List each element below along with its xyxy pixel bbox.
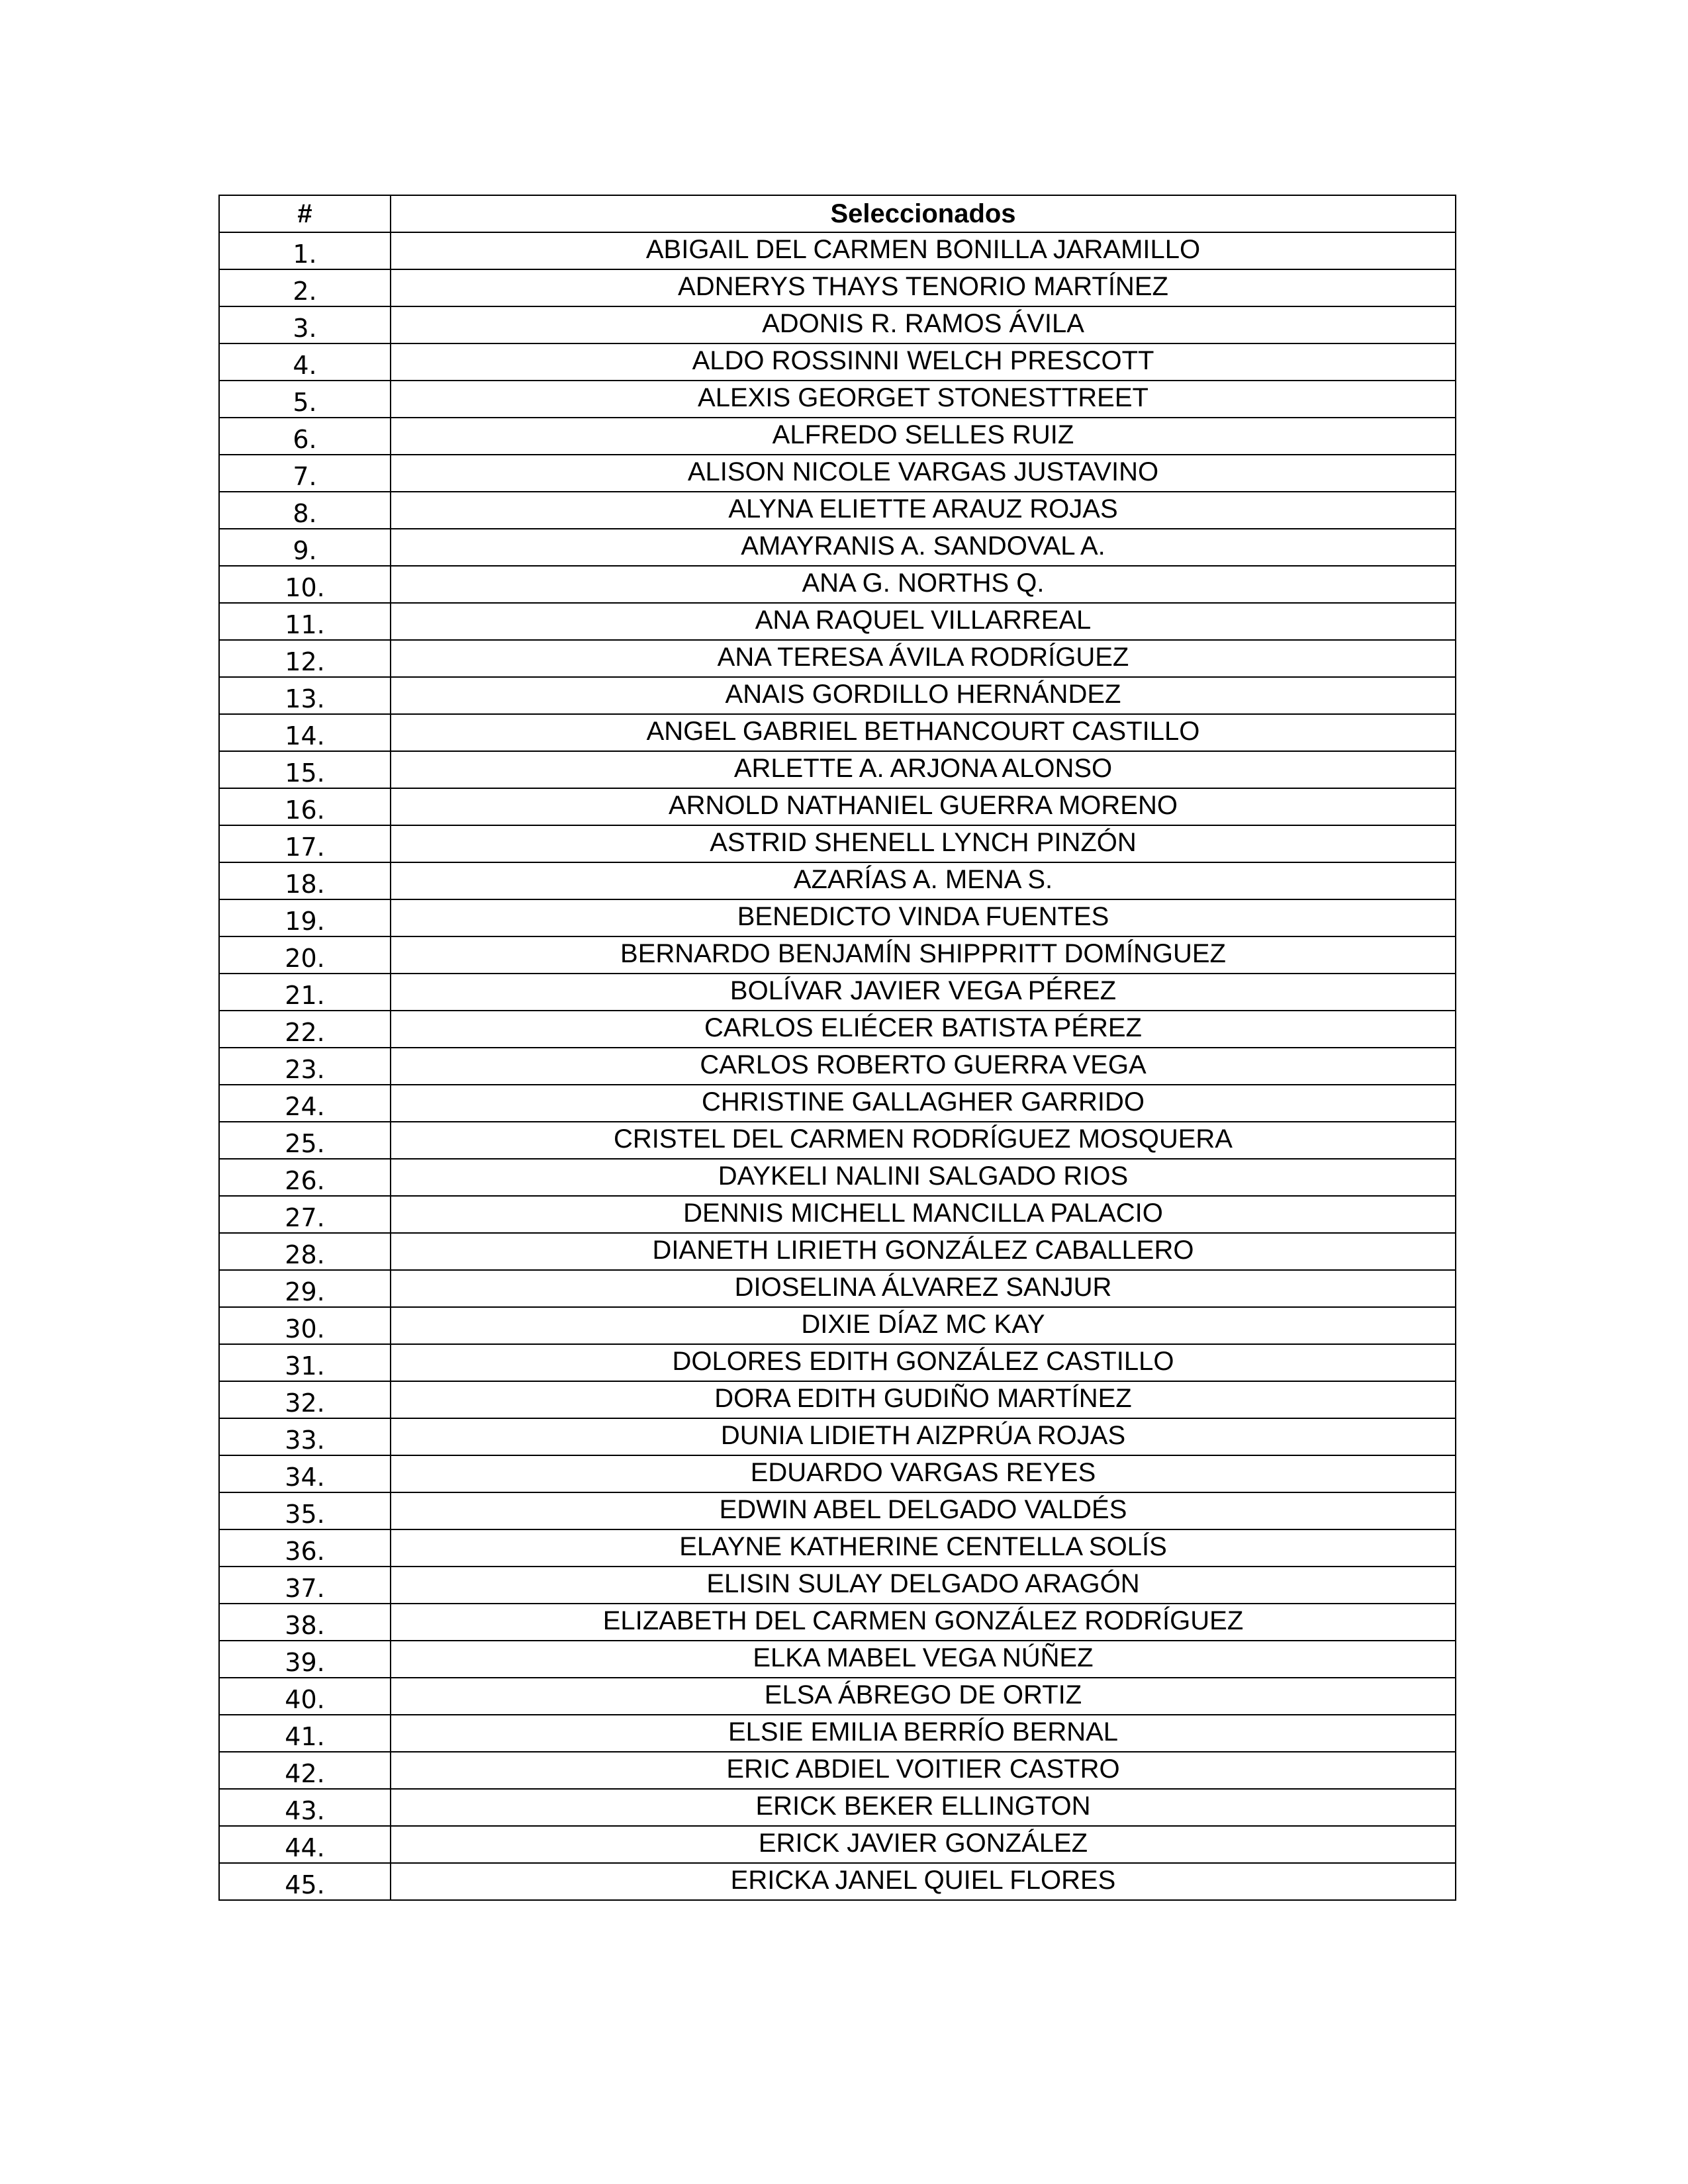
selected-person-name: DENNIS MICHELL MANCILLA PALACIO — [391, 1196, 1456, 1233]
selected-person-name: ERICK BEKER ELLINGTON — [391, 1789, 1456, 1826]
row-number: 28. — [219, 1233, 391, 1270]
selected-person-name: ERICKA JANEL QUIEL FLORES — [391, 1863, 1456, 1900]
row-number: 13. — [219, 677, 391, 714]
table-row — [219, 381, 1456, 418]
selected-person-name: BERNARDO BENJAMÍN SHIPPRITT DOMÍNGUEZ — [391, 936, 1456, 974]
row-number: 44. — [219, 1826, 391, 1863]
row-number: 18. — [219, 862, 391, 899]
row-number: 4. — [219, 343, 391, 381]
selected-person-name: ARNOLD NATHANIEL GUERRA MORENO — [391, 788, 1456, 825]
selected-person-name: DAYKELI NALINI SALGADO RIOS — [391, 1159, 1456, 1196]
selected-person-name: ANA RAQUEL VILLARREAL — [391, 603, 1456, 640]
row-number: 27. — [219, 1196, 391, 1233]
row-number: 35. — [219, 1492, 391, 1529]
selected-person-name: ANGEL GABRIEL BETHANCOURT CASTILLO — [391, 714, 1456, 751]
selected-person-name: ADONIS R. RAMOS ÁVILA — [391, 306, 1456, 343]
table-row — [219, 1122, 1456, 1159]
row-number: 30. — [219, 1307, 391, 1344]
table-row — [219, 1233, 1456, 1270]
table-row — [219, 936, 1456, 974]
selected-person-name: CARLOS ELIÉCER BATISTA PÉREZ — [391, 1011, 1456, 1048]
row-number: 39. — [219, 1641, 391, 1678]
selected-person-name: EDUARDO VARGAS REYES — [391, 1455, 1456, 1492]
selected-person-name: ELAYNE KATHERINE CENTELLA SOLÍS — [391, 1529, 1456, 1567]
table-row — [219, 974, 1456, 1011]
selected-person-name: ANA TERESA ÁVILA RODRÍGUEZ — [391, 640, 1456, 677]
table-row — [219, 1159, 1456, 1196]
row-number: 29. — [219, 1270, 391, 1307]
selected-person-name: ADNERYS THAYS TENORIO MARTÍNEZ — [391, 269, 1456, 306]
row-number: 6. — [219, 418, 391, 455]
row-number: 15. — [219, 751, 391, 788]
row-number: 20. — [219, 936, 391, 974]
table-row — [219, 1492, 1456, 1529]
row-number: 34. — [219, 1455, 391, 1492]
row-number: 19. — [219, 899, 391, 936]
selected-person-name: ASTRID SHENELL LYNCH PINZÓN — [391, 825, 1456, 862]
table-row — [219, 1604, 1456, 1641]
row-number: 42. — [219, 1752, 391, 1789]
table-body — [219, 232, 1456, 1900]
table-header — [219, 195, 1456, 232]
selected-person-name: ABIGAIL DEL CARMEN BONILLA JARAMILLO — [391, 232, 1456, 269]
selected-person-name: ELKA MABEL VEGA NÚÑEZ — [391, 1641, 1456, 1678]
selected-person-name: ELISIN SULAY DELGADO ARAGÓN — [391, 1567, 1456, 1604]
row-number: 43. — [219, 1789, 391, 1826]
selected-person-name: AZARÍAS A. MENA S. — [391, 862, 1456, 899]
table-row — [219, 1529, 1456, 1567]
table-row — [219, 714, 1456, 751]
selected-person-name: DIOSELINA ÁLVAREZ SANJUR — [391, 1270, 1456, 1307]
selected-person-name: DOLORES EDITH GONZÁLEZ CASTILLO — [391, 1344, 1456, 1381]
row-number: 9. — [219, 529, 391, 566]
table-row — [219, 1381, 1456, 1418]
selected-person-name: ARLETTE A. ARJONA ALONSO — [391, 751, 1456, 788]
table-row — [219, 825, 1456, 862]
table-row — [219, 1715, 1456, 1752]
row-number: 14. — [219, 714, 391, 751]
selected-person-name: ERIC ABDIEL VOITIER CASTRO — [391, 1752, 1456, 1789]
table-row — [219, 603, 1456, 640]
row-number: 33. — [219, 1418, 391, 1455]
selected-person-name: ANA G. NORTHS Q. — [391, 566, 1456, 603]
table-row — [219, 1752, 1456, 1789]
selected-person-name: ALISON NICOLE VARGAS JUSTAVINO — [391, 455, 1456, 492]
row-number: 25. — [219, 1122, 391, 1159]
table-row — [219, 1455, 1456, 1492]
row-number: 31. — [219, 1344, 391, 1381]
selection-table — [218, 195, 1456, 1901]
row-number: 36. — [219, 1529, 391, 1567]
table-row — [219, 455, 1456, 492]
selected-person-name: AMAYRANIS A. SANDOVAL A. — [391, 529, 1456, 566]
row-number: 21. — [219, 974, 391, 1011]
selected-person-name: CARLOS ROBERTO GUERRA VEGA — [391, 1048, 1456, 1085]
row-number: 3. — [219, 306, 391, 343]
row-number: 1. — [219, 232, 391, 269]
row-number: 12. — [219, 640, 391, 677]
selected-person-name: BENEDICTO VINDA FUENTES — [391, 899, 1456, 936]
selected-person-name: ALFREDO SELLES RUIZ — [391, 418, 1456, 455]
row-number: 17. — [219, 825, 391, 862]
table-row — [219, 1418, 1456, 1455]
table-row — [219, 306, 1456, 343]
row-number: 5. — [219, 381, 391, 418]
selected-person-name: ALDO ROSSINNI WELCH PRESCOTT — [391, 343, 1456, 381]
row-number: 11. — [219, 603, 391, 640]
selected-person-name: CRISTEL DEL CARMEN RODRÍGUEZ MOSQUERA — [391, 1122, 1456, 1159]
table-row — [219, 1344, 1456, 1381]
table-row — [219, 269, 1456, 306]
row-number: 2. — [219, 269, 391, 306]
table-row — [219, 1307, 1456, 1344]
row-number: 45. — [219, 1863, 391, 1900]
selected-person-name: DORA EDITH GUDIÑO MARTÍNEZ — [391, 1381, 1456, 1418]
selected-person-name: DIXIE DÍAZ MC KAY — [391, 1307, 1456, 1344]
selected-person-name: ELIZABETH DEL CARMEN GONZÁLEZ RODRÍGUEZ — [391, 1604, 1456, 1641]
table-row — [219, 529, 1456, 566]
table-row — [219, 899, 1456, 936]
table-row — [219, 751, 1456, 788]
selected-person-name: ERICK JAVIER GONZÁLEZ — [391, 1826, 1456, 1863]
table-row — [219, 232, 1456, 269]
table-row — [219, 343, 1456, 381]
table-row — [219, 1196, 1456, 1233]
row-number: 23. — [219, 1048, 391, 1085]
selected-person-name: ALEXIS GEORGET STONESTTREET — [391, 381, 1456, 418]
row-number: 40. — [219, 1678, 391, 1715]
table-row — [219, 1678, 1456, 1715]
row-number: 10. — [219, 566, 391, 603]
table-row — [219, 1567, 1456, 1604]
row-number: 24. — [219, 1085, 391, 1122]
header-row — [219, 195, 1456, 232]
row-number: 32. — [219, 1381, 391, 1418]
table-row — [219, 1826, 1456, 1863]
table-row — [219, 1789, 1456, 1826]
selected-person-name: ALYNA ELIETTE ARAUZ ROJAS — [391, 492, 1456, 529]
row-number: 8. — [219, 492, 391, 529]
row-number: 16. — [219, 788, 391, 825]
table-row — [219, 1011, 1456, 1048]
selected-person-name: ELSIE EMILIA BERRÍO BERNAL — [391, 1715, 1456, 1752]
row-number: 22. — [219, 1011, 391, 1048]
row-number: 41. — [219, 1715, 391, 1752]
table-row — [219, 677, 1456, 714]
selected-person-name: ANAIS GORDILLO HERNÁNDEZ — [391, 677, 1456, 714]
table-row — [219, 862, 1456, 899]
selected-person-name: BOLÍVAR JAVIER VEGA PÉREZ — [391, 974, 1456, 1011]
table-row — [219, 1270, 1456, 1307]
selected-person-name: EDWIN ABEL DELGADO VALDÉS — [391, 1492, 1456, 1529]
selected-person-name: ELSA ÁBREGO DE ORTIZ — [391, 1678, 1456, 1715]
selected-person-name: DUNIA LIDIETH AIZPRÚA ROJAS — [391, 1418, 1456, 1455]
table-row — [219, 1641, 1456, 1678]
name-column-header: Seleccionados — [391, 195, 1456, 232]
row-number: 26. — [219, 1159, 391, 1196]
table-row — [219, 1048, 1456, 1085]
number-column-header: # — [219, 195, 391, 232]
table-row — [219, 1863, 1456, 1900]
row-number: 7. — [219, 455, 391, 492]
selected-person-name: DIANETH LIRIETH GONZÁLEZ CABALLERO — [391, 1233, 1456, 1270]
selected-person-name: CHRISTINE GALLAGHER GARRIDO — [391, 1085, 1456, 1122]
row-number: 37. — [219, 1567, 391, 1604]
table-row — [219, 492, 1456, 529]
row-number: 38. — [219, 1604, 391, 1641]
table-row — [219, 418, 1456, 455]
table-row — [219, 788, 1456, 825]
table-row — [219, 640, 1456, 677]
table-row — [219, 1085, 1456, 1122]
table-row — [219, 566, 1456, 603]
